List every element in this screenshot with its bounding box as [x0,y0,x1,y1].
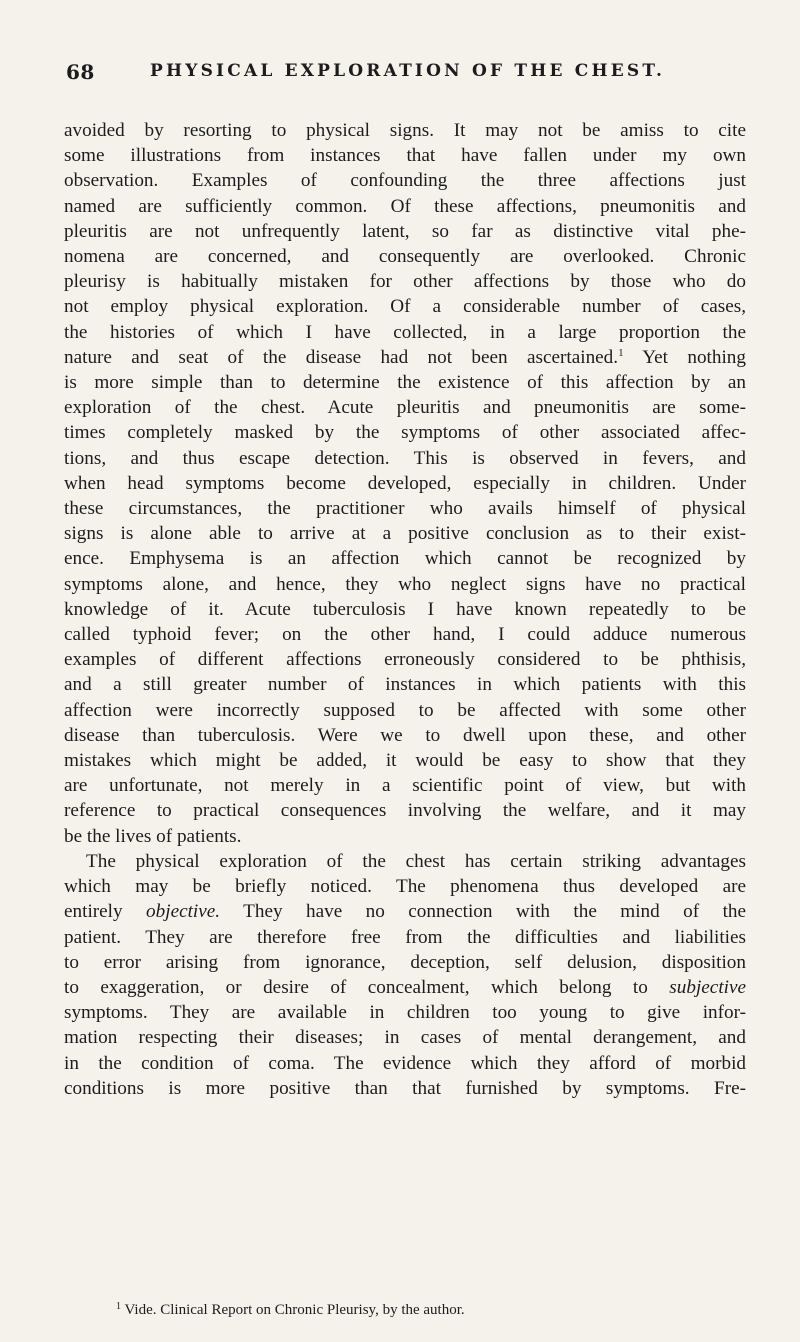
text-line: mistakes which might be added, it would be easy to show that they [64,750,746,772]
text-line: conditions is more positive than that furnished by symptoms. Fre- [64,1077,746,1099]
text-line: observation. Examples of confounding the three affections just [64,170,746,192]
text-line: avoided by resorting to physical signs. It may not be amiss to cite [64,120,746,141]
text-line: which may be briefly noticed. The phenomena thus developed are [64,876,746,898]
running-head [66,60,766,84]
text-line: times completely masked by the symptoms of other associated affec- [64,422,746,444]
text-line: patient. They are therefore free from the difficulties and liabilities [64,926,746,948]
text-line: pleurisy is habitually mistaken for other affections by those who do [64,271,746,293]
paragraph-1 [64,118,746,849]
paragraph-2 [64,849,746,1101]
text-line: named are sufficiently common. Of these affections, pneumonitis and [64,195,746,217]
emphasized-term: subjective [669,976,747,998]
text-line: symptoms alone, and hence, they who neglect signs have no practical [64,573,746,595]
footnote [116,1302,465,1319]
text-line: not employ physical exploration. Of a considerable number of cases, [64,296,746,318]
footnote-text: Vide. Clinical Report on Chronic Pleurisy, by the author. [121,1302,465,1318]
text-line: called typhoid fever; on the other hand, I could adduce numerous [64,624,746,646]
footnote-reference: 1 [618,346,624,359]
text-segment: to exaggeration, or desire of concealment, which belong to [64,976,648,998]
text-segment: They have no connection with the mind of the [220,901,747,923]
text-line: the histories of which I have collected, in a large proportion the [64,321,746,343]
text-line-with-emphasis [64,975,746,1000]
text-line: ence. Emphysema is an affection which cannot be recognized by [64,548,746,570]
text-line: examples of different affections erroneously considered to be phthisis, [64,649,746,671]
text-line: affection were incorrectly supposed to be affected with some other [64,699,746,721]
text-line: are unfortunate, not merely in a scientific point of view, but with [64,775,746,797]
running-title: PHYSICAL EXPLORATION OF THE CHEST. [150,61,666,81]
text-segment: nature and seat of the disease had not been ascertained. [64,346,619,368]
text-line: tions, and thus escape detection. This is observed in fevers, and [64,447,746,469]
text-line: be the lives of patients. [64,825,242,847]
text-line: is more simple than to determine the existence of this affection by an [64,372,746,394]
text-line: nomena are concerned, and consequently are overlooked. Chronic [64,246,746,268]
text-line: pleuritis are not unfrequently latent, so far as distinctive vital phe- [64,220,746,242]
text-line: in the condition of coma. The evidence which they afford of morbid [64,1052,746,1074]
text-line: and a still greater number of instances in which patients with this [64,674,746,696]
text-line: signs is alone able to arrive at a positive conclusion as to their exist- [64,523,746,545]
text-line: knowledge of it. Acute tuberculosis I have known repeatedly to be [64,598,746,620]
text-segment: Yet nothing [623,346,746,368]
footnote-marker: 1 [116,1301,121,1312]
text-line: The physical exploration of the chest has certain striking advantages [86,850,746,872]
text-line: these circumstances, the practitioner who avails himself of physical [64,498,746,520]
text-line: reference to practical consequences involving the welfare, and it may [64,800,746,822]
text-line: symptoms. They are available in children too young to give infor- [64,1002,746,1024]
text-line: exploration of the chest. Acute pleuritis and pneumonitis are some- [64,397,746,419]
text-line: mation respecting their diseases; in cases of mental derangement, and [64,1027,746,1049]
page-number: 68 [66,60,95,84]
body-text [64,118,746,1101]
text-line: disease than tuberculosis. Were we to dwell upon these, and other [64,724,746,746]
text-line-with-emphasis [64,899,746,924]
text-segment: entirely [64,901,123,923]
text-line: when head symptoms become developed, especially in children. Under [64,472,746,494]
text-line: some illustrations from instances that have fallen under my own [64,145,746,167]
text-line: to error arising from ignorance, deception, self delusion, disposition [64,951,746,973]
text-line-with-note [64,345,746,370]
emphasized-term: objective. [146,901,221,923]
